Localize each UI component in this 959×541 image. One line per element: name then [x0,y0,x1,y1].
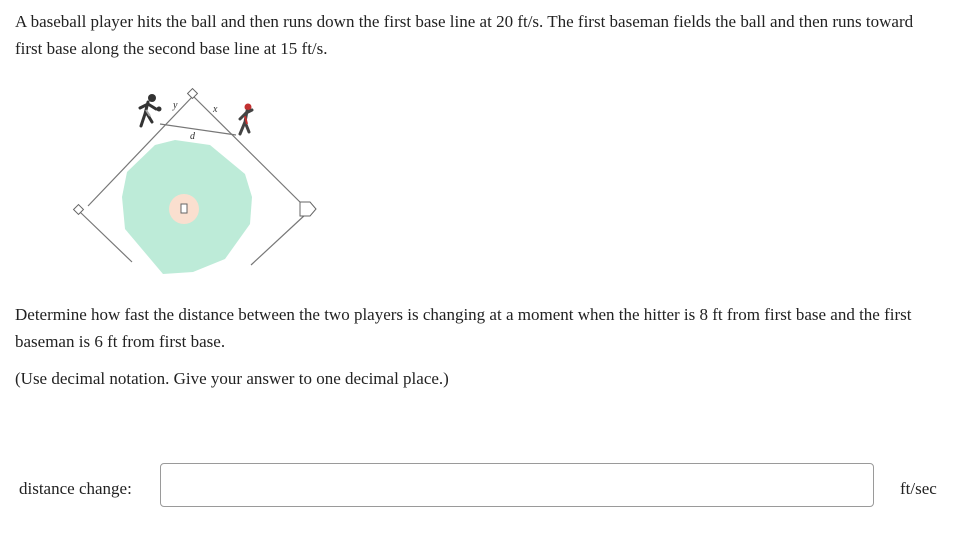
third-base [74,205,84,215]
problem-question: Determine how fast the distance between the two players is changing at a moment when the hitter is 8 ft from first base and the first baseman is 6 ft from first base. [15,305,912,351]
second-base [188,89,198,99]
foul-line-right [251,214,306,265]
problem-intro: A baseball player hits the ball and then runs down the first base line at 20 ft/s. The first baseman fields the ball and then runs toward first base along the second base line at 15 ft/s. [15,12,914,58]
distance-line [160,124,236,135]
problem-instructions: (Use decimal notation. Give your answer to one decimal place.) [15,369,449,388]
answer-label: distance change: [19,479,132,498]
distance-change-input[interactable] [160,463,874,507]
baseball-diamond-figure [60,82,330,282]
first-baseman-player-icon [140,94,162,126]
label-x: x [213,104,218,115]
label-y: y [173,100,178,111]
first-base [300,202,316,216]
pitchers-rubber [181,204,187,213]
answer-unit: ft/sec [900,479,937,498]
hitter-player-icon [240,104,252,135]
label-d: d [190,131,195,142]
